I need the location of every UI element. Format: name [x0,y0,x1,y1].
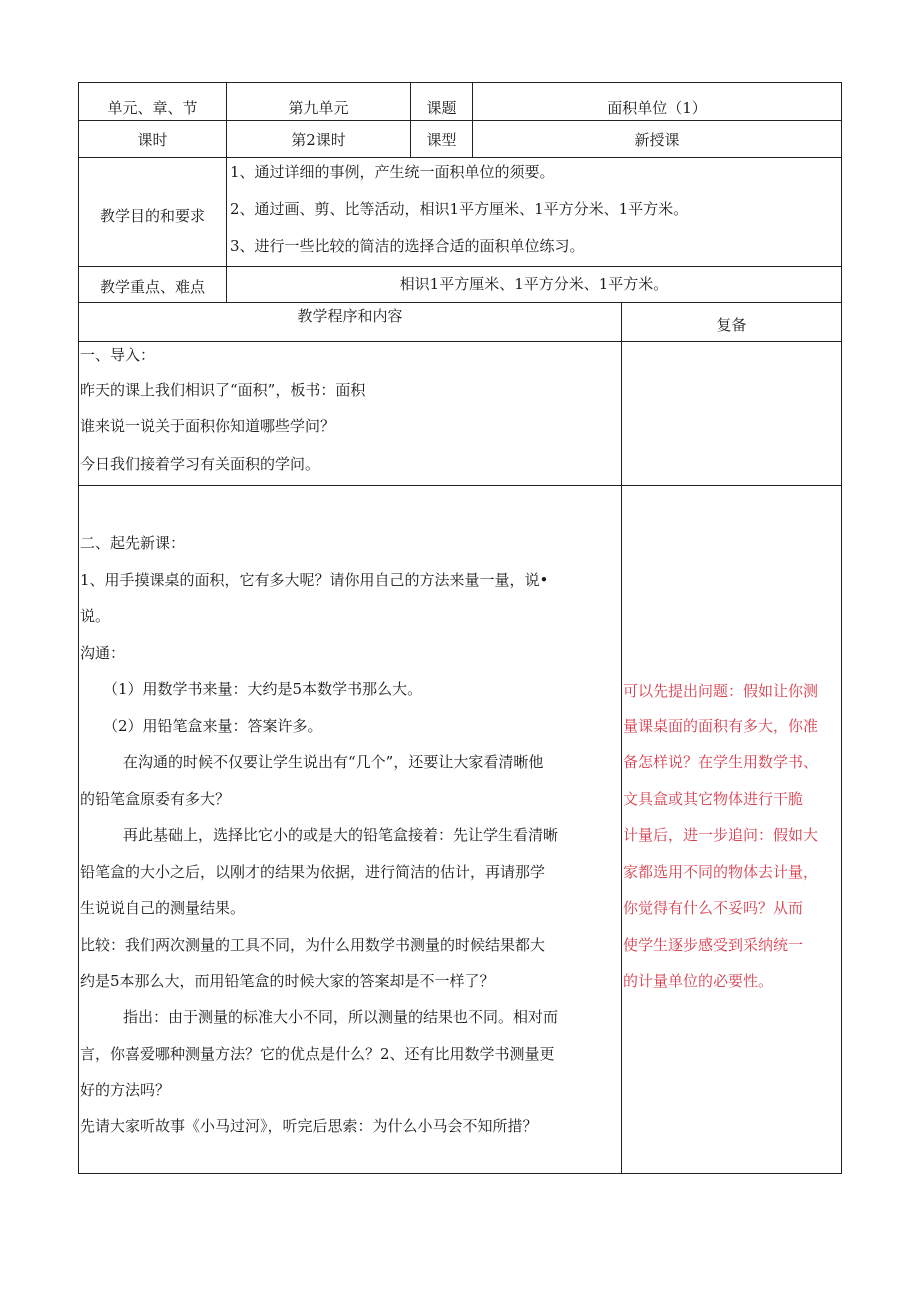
lesson-line: 约是5本那么大，而用铅笔盒的时候大家的答案却是不一样了？ [80,972,495,990]
goals-label: 教学目的和要求 [99,207,205,225]
review-note-line: 使学生逐步感受到采纳统一 [623,936,804,954]
topic-value: 面积单位（1） [607,99,707,117]
intro-line: 昨天的课上我们相识了“面积”，板书：面积 [80,381,366,399]
lesson-line: 再此基础上，选择比它小的或是大的铅笔盒接着：先让学生看清晰 [123,826,559,844]
lesson-line: （1）用数学书来量：大约是5本数学书那么大。 [103,680,423,698]
table-border-bottom [78,1173,842,1174]
table-border-left [78,82,79,1174]
row-divider [78,120,842,121]
goal-line: 3、进行一些比较的简洁的选择合适的面积单位练习。 [230,237,585,255]
intro-line: 今日我们接着学习有关面积的学问。 [80,455,321,473]
row-divider [78,302,842,303]
lesson-line: 说。 [80,607,111,625]
lesson-line: 沟通： [80,644,126,662]
review-note-line: 的计量单位的必要性。 [623,972,774,990]
review-note-line: 计量后，进一步追问：假如大 [623,826,819,844]
review-heading: 复备 [716,316,747,334]
review-note-line: 家都选用不同的物体去计量， [623,863,819,881]
goal-line: 2、通过画、剪、比等活动，相识1平方厘米、1平方分米、1平方米。 [230,200,689,218]
table-border-right [841,82,842,1174]
lesson-line: 在沟通的时候不仅要让学生说出有“几个”，还要让大家看清晰他 [123,753,544,771]
period-label: 课时 [137,131,168,149]
lesson-line: 的铅笔盒原委有多大？ [80,790,231,808]
intro-line: 一、导入： [80,346,156,364]
row-divider [78,266,842,267]
lesson-line: 言，你喜爱哪种测量方法？它的优点是什么？2、还有比用数学书测量更 [80,1045,555,1063]
lesson-line: 1、用手摸课桌的面积，它有多大呢？请你用自己的方法来量一量，说• [80,571,549,589]
review-note-line: 可以先提出问题：假如让你测 [623,682,819,700]
review-note-line: 备怎样说？在学生用数学书、 [623,753,819,771]
column-divider [621,302,622,1174]
row-divider [78,157,842,158]
topic-label: 课题 [426,99,457,117]
table-border-top [78,82,842,83]
type-value: 新授课 [634,131,680,149]
review-note-line: 量课桌面的面积有多大，你准 [623,717,819,735]
review-note-line: 文具盒或其它物体进行干脆 [623,790,804,808]
unit-label: 单元、章、节 [107,99,198,117]
unit-value: 第九单元 [288,99,349,117]
period-value: 第2课时 [291,131,346,149]
lesson-line: 二、起先新课： [80,534,186,552]
key-points-value: 相识1平方厘米、1平方分米、1平方米。 [399,275,669,293]
intro-line: 谁来说一说关于面积你知道哪些学问？ [80,417,336,435]
lesson-line: 指出：由于测量的标准大小不同，所以测量的结果也不同。相对而 [123,1008,559,1026]
review-note-line: 你觉得有什么不妥吗？从而 [623,899,804,917]
row-divider [78,485,842,486]
lesson-line: （2）用铅笔盒来量：答案许多。 [103,717,323,735]
lesson-line: 先请大家听故事《小马过河》，听完后思索：为什么小马会不知所措？ [80,1117,538,1135]
key-points-label: 教学重点、难点 [99,278,205,296]
goal-line: 1、通过详细的事例，产生统一面积单位的须要。 [230,163,555,181]
procedure-heading: 教学程序和内容 [297,307,403,325]
row-divider [78,341,842,342]
lesson-line: 生说说自己的测量结果。 [80,899,246,917]
lesson-line: 比较：我们两次测量的工具不同，为什么用数学书测量的时候结果都大 [80,936,546,954]
lesson-line: 铅笔盒的大小之后，以刚才的结果为依据，进行简洁的估计，再请那学 [80,863,546,881]
lesson-line: 好的方法吗？ [80,1081,171,1099]
type-label: 课型 [426,131,457,149]
